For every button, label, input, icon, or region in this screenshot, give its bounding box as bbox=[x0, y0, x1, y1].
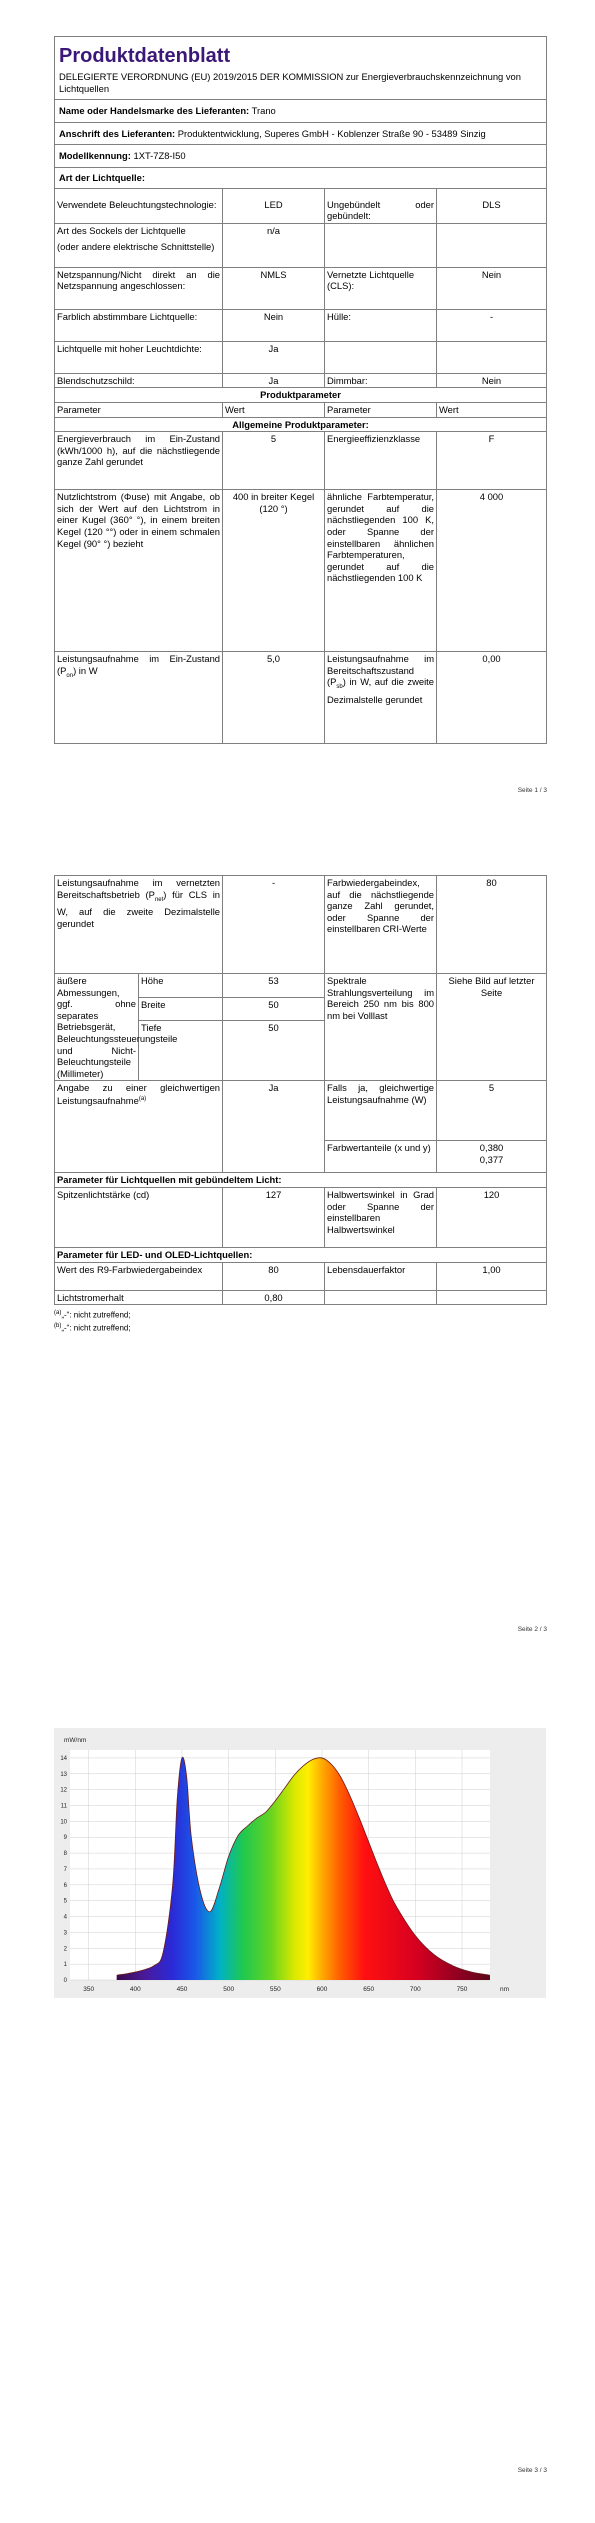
y-tick-label: 5 bbox=[63, 1898, 67, 1905]
footnote-a-text: „-“: nicht zutreffend; bbox=[61, 1310, 131, 1320]
chroma-label: Farbwertanteile (x und y) bbox=[325, 1141, 437, 1173]
dimmable-label: Dimmbar: bbox=[325, 373, 437, 388]
x-tick-label: 550 bbox=[269, 1986, 281, 1993]
y-tick-label: 13 bbox=[60, 1771, 67, 1778]
peak-row bbox=[55, 1187, 547, 1247]
high-luminance-empty-1 bbox=[325, 341, 437, 373]
spd-label: Spektrale Strahlungsverteilung im Bereich 250 nm bis 800 nm bei Volllast bbox=[325, 974, 437, 1081]
regulation-text: DELEGIERTE VERORDNUNG (EU) 2019/2015 DER KOMMISSION zur Energieverbrauchskennzeichnung von Lichtquellen bbox=[59, 71, 521, 94]
cls-value: Nein bbox=[437, 267, 547, 309]
maintenance-label: Lichtstromerhalt bbox=[55, 1290, 223, 1305]
address-label: Anschrift des Lieferanten: bbox=[59, 127, 176, 139]
y-tick-label: 3 bbox=[63, 1930, 67, 1937]
spd-value: Siehe Bild auf letzter Seite bbox=[437, 974, 547, 1081]
tech-value: LED bbox=[223, 188, 325, 223]
mains-value: NMLS bbox=[223, 267, 325, 309]
address-value: Produktentwicklung, Superes GmbH - Koblenzer Straße 90 - 53489 Sinzig bbox=[177, 127, 486, 139]
equiv-value: Ja bbox=[223, 1081, 325, 1173]
peak-value: 127 bbox=[223, 1187, 325, 1247]
footnote-b-text: „-“: nicht zutreffend; bbox=[61, 1323, 131, 1333]
net-standby-sub: net bbox=[154, 896, 164, 903]
supplier-row bbox=[55, 100, 547, 123]
supplier-value: Trano bbox=[251, 105, 276, 117]
standby-label-text: Leistungsaufnahme im Bereitschaftszustand (P bbox=[327, 653, 434, 688]
datasheet-page-1 bbox=[54, 36, 546, 744]
color-tunable-row bbox=[55, 309, 547, 341]
y-axis-label: mW/nm bbox=[64, 1737, 87, 1744]
datasheet-table-1 bbox=[54, 36, 547, 744]
datasheet-table-2 bbox=[54, 875, 547, 1305]
y-tick-label: 6 bbox=[63, 1882, 67, 1889]
power-row bbox=[55, 652, 547, 744]
x-tick-label: 750 bbox=[456, 1986, 468, 1993]
flux-row bbox=[55, 490, 547, 652]
equiv-power-value: 5 bbox=[437, 1081, 547, 1141]
lifetime-label: Lebensdauerfaktor bbox=[325, 1262, 437, 1290]
high-luminance-empty-2 bbox=[437, 341, 547, 373]
efficiency-class-value: F bbox=[437, 432, 547, 490]
y-tick-label: 14 bbox=[60, 1755, 67, 1762]
col-param-2: Parameter bbox=[325, 402, 437, 417]
page-2-footer: Seite 2 / 3 bbox=[517, 1626, 547, 1633]
model-value: 1XT-7Z8-I50 bbox=[133, 150, 186, 162]
peak-label: Spitzenlichtstärke (cd) bbox=[55, 1187, 223, 1247]
beam-label: Halbwertswinkel in Grad oder Spanne der einstellbaren Halbwertswinkel bbox=[325, 1187, 437, 1247]
undirected-value: DLS bbox=[437, 188, 547, 223]
x-axis-label: nm bbox=[500, 1986, 510, 1993]
equiv-row bbox=[55, 1081, 547, 1141]
socket-empty-2 bbox=[437, 223, 547, 267]
chroma-values bbox=[437, 1141, 547, 1173]
address-row bbox=[55, 122, 547, 145]
flux-value: 400 in breiter Kegel (120 °) bbox=[223, 490, 325, 652]
dimmable-value: Nein bbox=[437, 373, 547, 388]
cct-value: 4 000 bbox=[437, 490, 547, 652]
net-standby-row bbox=[55, 876, 547, 974]
beam-value: 120 bbox=[437, 1187, 547, 1247]
y-tick-label: 2 bbox=[63, 1946, 67, 1953]
col-value-1: Wert bbox=[223, 402, 325, 417]
cct-label: ähnliche Farbtemperatur, gerundet auf die nächstliegenden 100 K, oder Spanne der einstellbaren ähnlichen Farbtemperaturen, gerundet auf die nächstliegenden 100 K bbox=[325, 490, 437, 652]
net-standby-rest: ) für CLS in W, auf die zweite Dezimalstelle gerundet bbox=[57, 888, 221, 929]
socket-row bbox=[55, 223, 547, 267]
tech-row bbox=[55, 188, 547, 223]
depth-label: Tiefe bbox=[139, 1021, 223, 1081]
socket-value: n/a bbox=[223, 223, 325, 267]
equiv-label-text: Angabe zu einer gleichwertigen Leistungsaufnahme bbox=[57, 1082, 221, 1107]
equiv-power-label: Falls ja, gleichwertige Leistungsaufnahme (W) bbox=[325, 1081, 437, 1141]
cri-value: 80 bbox=[437, 876, 547, 974]
maintenance-empty-1 bbox=[325, 1290, 437, 1305]
tech-label: Verwendete Beleuchtungstechnologie: bbox=[55, 188, 223, 223]
datasheet-page-2 bbox=[54, 875, 546, 1333]
glare-value: Ja bbox=[223, 373, 325, 388]
standby-value: 0,00 bbox=[437, 652, 547, 744]
power-on-sub: on bbox=[66, 672, 74, 679]
lifetime-value: 1,00 bbox=[437, 1262, 547, 1290]
y-tick-label: 7 bbox=[63, 1866, 67, 1873]
chroma-x: 0,380 bbox=[479, 1142, 504, 1154]
high-luminance-label: Lichtquelle mit hoher Leuchtdichte: bbox=[55, 341, 223, 373]
standby-label bbox=[325, 652, 437, 744]
page-3-footer: Seite 3 / 3 bbox=[517, 2467, 547, 2474]
page-title: Produktdatenblatt bbox=[59, 45, 231, 67]
y-tick-label: 9 bbox=[63, 1835, 67, 1842]
spectrum-svg bbox=[54, 1728, 546, 1998]
socket-empty-1 bbox=[325, 223, 437, 267]
y-tick-label: 0 bbox=[63, 1978, 67, 1984]
socket-label-a: Art des Sockels der Lichtquelle bbox=[57, 224, 186, 236]
y-tick-label: 12 bbox=[60, 1787, 67, 1794]
maintenance-row bbox=[55, 1290, 547, 1305]
power-on-label-text: Leistungsaufnahme im Ein-Zustand (P bbox=[57, 653, 220, 676]
power-on-value: 5,0 bbox=[223, 652, 325, 744]
model-label: Modellkennung: bbox=[59, 150, 131, 162]
energy-row bbox=[55, 432, 547, 490]
x-tick-label: 600 bbox=[316, 1986, 328, 1993]
x-tick-label: 700 bbox=[409, 1986, 421, 1993]
led-header: Parameter für LED- und OLED-Lichtquellen: bbox=[55, 1247, 547, 1262]
energy-value: 5 bbox=[223, 432, 325, 490]
high-luminance-row bbox=[55, 341, 547, 373]
depth-value: 50 bbox=[223, 1021, 325, 1081]
footnotes bbox=[54, 1308, 546, 1333]
footnote-a-mark: (a) bbox=[54, 1310, 62, 1317]
maintenance-empty-2 bbox=[437, 1290, 547, 1305]
dls-header-row bbox=[55, 1173, 547, 1188]
x-tick-label: 450 bbox=[176, 1986, 188, 1993]
mains-row bbox=[55, 267, 547, 309]
light-type-header-row bbox=[55, 167, 547, 188]
equiv-label bbox=[55, 1081, 223, 1173]
standby-rest: ) in W, auf die zweite Dezimalstelle gerundet bbox=[327, 676, 434, 705]
glare-label: Blendschutzschild: bbox=[55, 373, 223, 388]
x-tick-label: 500 bbox=[223, 1986, 235, 1993]
width-label: Breite bbox=[139, 997, 223, 1021]
general-params-header-row bbox=[55, 417, 547, 432]
led-header-row bbox=[55, 1247, 547, 1262]
col-param-1: Parameter bbox=[55, 402, 223, 417]
r9-value: 80 bbox=[223, 1262, 325, 1290]
width-value: 50 bbox=[223, 997, 325, 1021]
y-tick-label: 10 bbox=[60, 1819, 67, 1826]
high-luminance-value: Ja bbox=[223, 341, 325, 373]
footnote-b-mark: (b) bbox=[54, 1322, 62, 1329]
color-tunable-label: Farblich abstimmbare Lichtquelle: bbox=[55, 309, 223, 341]
product-params-header-row bbox=[55, 388, 547, 403]
socket-label bbox=[55, 223, 223, 267]
model-row bbox=[55, 145, 547, 168]
net-standby-value: - bbox=[223, 876, 325, 974]
product-params-header: Produktparameter bbox=[55, 388, 547, 403]
energy-label: Energieverbrauch im Ein-Zustand (kWh/1000 h), auf die nächstliegende ganze Zahl gerundet bbox=[55, 432, 223, 490]
standby-sub: sb bbox=[336, 684, 343, 691]
net-standby-label bbox=[55, 876, 223, 974]
general-params-header: Allgemeine Produktparameter: bbox=[55, 417, 547, 432]
power-on-label bbox=[55, 652, 223, 744]
maintenance-value: 0,80 bbox=[223, 1290, 325, 1305]
undirected-label: Ungebündelt oder gebündelt: bbox=[325, 188, 437, 223]
x-tick-label: 350 bbox=[83, 1986, 95, 1993]
color-tunable-value: Nein bbox=[223, 309, 325, 341]
light-type-header: Art der Lichtquelle: bbox=[55, 167, 547, 188]
footnote-b bbox=[54, 1321, 546, 1334]
efficiency-class-label: Energieeffizienzklasse bbox=[325, 432, 437, 490]
footnote-a bbox=[54, 1308, 546, 1321]
cri-label: Farbwiedergabeindex, auf die nächstliegende ganze Zahl gerundet, oder Spanne der einstellbaren CRI-Werte bbox=[325, 876, 437, 974]
spectrum-chart bbox=[54, 1728, 546, 1998]
net-standby-label-text: Leistungsaufnahme im vernetzten Bereitschaftsbetrieb (P bbox=[57, 877, 221, 900]
page-3 bbox=[0, 1682, 595, 2523]
equiv-sup: (a) bbox=[138, 1095, 147, 1102]
dls-header: Parameter für Lichtquellen mit gebündeltem Licht: bbox=[55, 1173, 547, 1188]
column-header-row bbox=[55, 402, 547, 417]
page-1 bbox=[0, 0, 595, 840]
socket-label-b: (oder andere elektrische Schnittstelle) bbox=[57, 241, 215, 253]
height-label: Höhe bbox=[139, 974, 223, 998]
title-row bbox=[55, 37, 547, 100]
page-1-footer: Seite 1 / 3 bbox=[517, 787, 547, 794]
mains-label: Netzspannung/Nicht direkt an die Netzspannung angeschlossen: bbox=[55, 267, 223, 309]
x-tick-label: 400 bbox=[129, 1986, 141, 1993]
dims-height-row bbox=[55, 974, 547, 998]
y-tick-label: 8 bbox=[63, 1851, 67, 1858]
glare-row bbox=[55, 373, 547, 388]
y-tick-label: 1 bbox=[63, 1962, 67, 1969]
height-value: 53 bbox=[223, 974, 325, 998]
envelope-label: Hülle: bbox=[325, 309, 437, 341]
x-tick-label: 650 bbox=[363, 1986, 375, 1993]
flux-label: Nutzlichtstrom (Φuse) mit Angabe, ob sich der Wert auf den Lichtstrom in einer Kugel (360° °), in einem breiten Kegel (120 °°) oder in einem schmalen Kegel (90° °) bezieht bbox=[55, 490, 223, 652]
y-tick-label: 4 bbox=[63, 1914, 67, 1921]
chroma-y: 0,377 bbox=[479, 1153, 504, 1165]
dims-label: äußere Abmessungen, ggf. ohne separates Betriebsgerät, Beleuchtungssteuerungsteile und Nicht-Beleuchtungsteile (Millimeter) bbox=[55, 974, 139, 1081]
r9-row bbox=[55, 1262, 547, 1290]
col-value-2: Wert bbox=[437, 402, 547, 417]
envelope-value: - bbox=[437, 309, 547, 341]
page-2 bbox=[0, 841, 595, 1682]
supplier-label: Name oder Handelsmarke des Lieferanten: bbox=[59, 105, 250, 117]
cls-label: Vernetzte Lichtquelle (CLS): bbox=[325, 267, 437, 309]
power-on-unit: ) in W bbox=[73, 664, 98, 676]
r9-label: Wert des R9-Farbwiedergabeindex bbox=[55, 1262, 223, 1290]
y-tick-label: 11 bbox=[60, 1803, 67, 1810]
